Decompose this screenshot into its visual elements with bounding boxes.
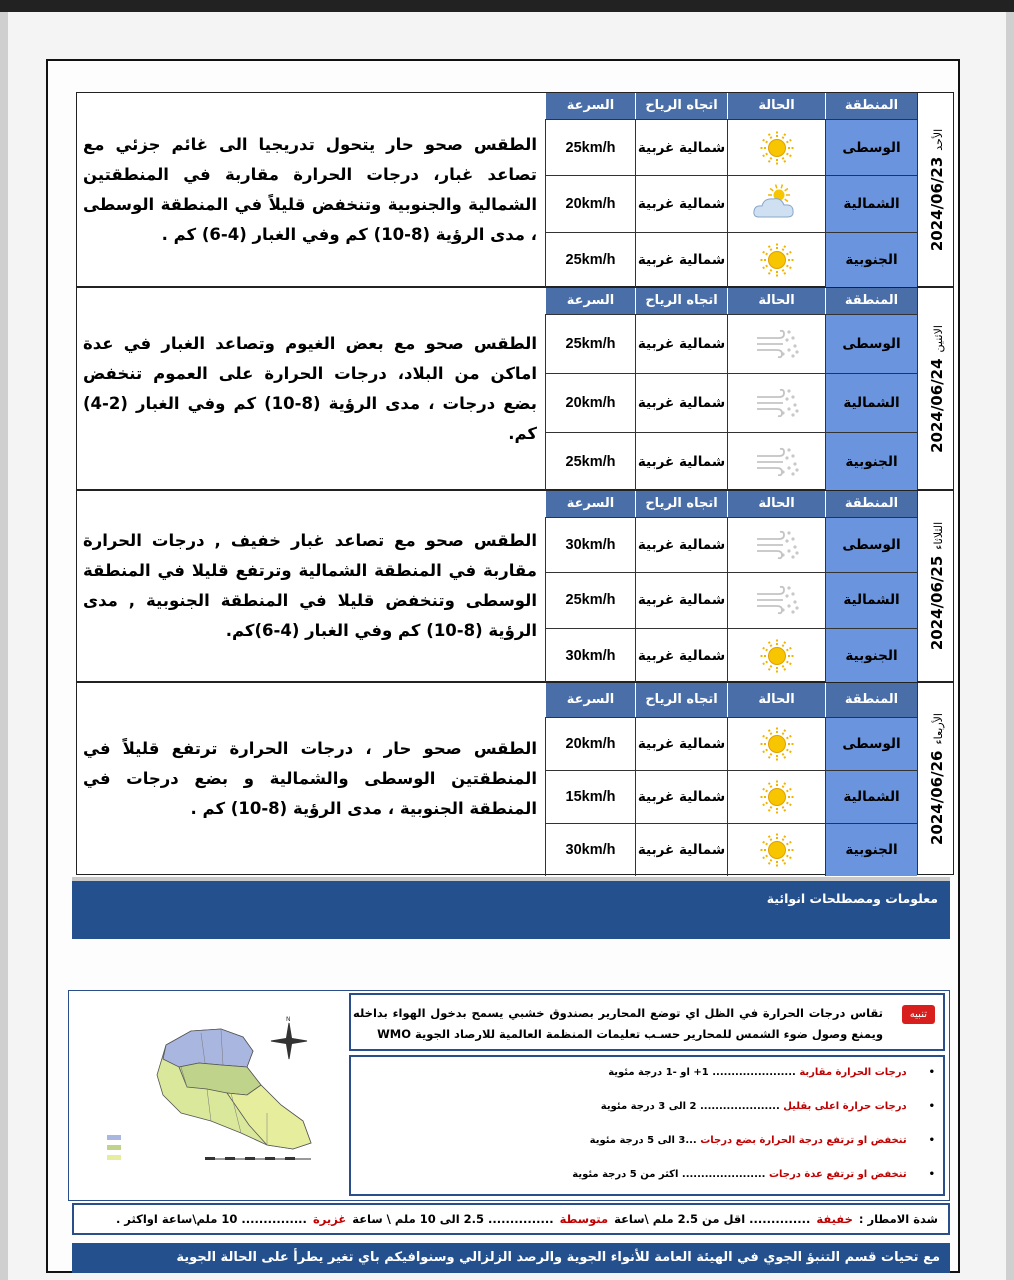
wind-direction: شمالية غربية xyxy=(635,518,727,572)
sun-icon xyxy=(727,771,825,823)
table-row xyxy=(545,175,917,231)
dust-icon xyxy=(727,518,825,572)
region-header: المنطقة xyxy=(825,683,917,717)
region-header: المنطقة xyxy=(825,288,917,314)
table-row xyxy=(545,517,917,572)
iraq-map xyxy=(71,993,343,1196)
day-forecast-1 xyxy=(76,92,954,287)
term-label: درجات حرارة اعلى بقليل xyxy=(783,1101,907,1112)
wind-direction: شمالية غربية xyxy=(635,120,727,175)
table-row xyxy=(545,572,917,627)
region-name: الجنوبية xyxy=(825,824,917,876)
forecast-text: الطقس صحو مع تصاعد غبار خفيف , درجات الحرارة مقاربة في المنطقة الشمالية وترتفع قليلا في المنطقة الوسطى وتنخفض قليلا في المنطقة الجنوبية , مدى الرؤية (8-10) كم وفي الغبار (4-6)كم. xyxy=(83,531,537,640)
wind-speed: 25km/h xyxy=(545,573,635,627)
wind-speed: 25km/h xyxy=(545,120,635,175)
wind-speed: 25km/h xyxy=(545,233,635,288)
wind-direction-header: اتجاه الرياح xyxy=(635,93,727,119)
forecast-date: 2024/06/24 xyxy=(927,357,946,453)
forecast-table xyxy=(545,93,917,286)
date-column xyxy=(917,491,955,681)
forecast-description xyxy=(77,491,543,681)
wind-direction: شمالية غربية xyxy=(635,433,727,491)
note-box xyxy=(349,993,945,1051)
table-header xyxy=(545,491,917,517)
wind-direction: شمالية غربية xyxy=(635,374,727,432)
region-name: الشمالية xyxy=(825,771,917,823)
forecast-description xyxy=(77,93,543,286)
day-forecast-4 xyxy=(76,682,954,875)
wind-speed: 30km/h xyxy=(545,824,635,876)
wind-speed: 25km/h xyxy=(545,315,635,373)
dust-icon xyxy=(727,433,825,491)
rain-label: شدة الامطار : xyxy=(858,1212,938,1226)
sun-icon xyxy=(727,120,825,175)
rain-moderate-value: ............... 2.5 الى 10 ملم \ ساعة xyxy=(352,1212,554,1226)
dust-icon xyxy=(727,573,825,627)
day-forecast-3 xyxy=(76,490,954,682)
rain-moderate: متوسطة xyxy=(559,1212,609,1226)
wind-direction-header: اتجاه الرياح xyxy=(635,683,727,717)
info-title: معلومات ومصطلحات انوائية xyxy=(766,891,938,906)
partly-cloudy-icon xyxy=(727,176,825,231)
sun-icon xyxy=(727,233,825,288)
wind-direction: شمالية غربية xyxy=(635,629,727,683)
forecast-date: 2024/06/23 xyxy=(927,156,946,251)
region-name: الوسطى xyxy=(825,718,917,770)
rain-intensity-bar xyxy=(72,1203,950,1235)
term-label: تنخفض او ترتفع عدة درجات xyxy=(768,1169,907,1180)
wind-speed: 15km/h xyxy=(545,771,635,823)
rain-light: خفيفة xyxy=(816,1212,853,1226)
table-row xyxy=(545,628,917,683)
forecast-table xyxy=(545,491,917,681)
forecast-date: 2024/06/25 xyxy=(927,555,946,651)
svg-text:N: N xyxy=(286,1016,291,1023)
speed-header: السرعة xyxy=(545,288,635,314)
table-row xyxy=(545,119,917,175)
region-name: الوسطى xyxy=(825,518,917,572)
info-panel xyxy=(68,990,950,1201)
region-header: المنطقة xyxy=(825,93,917,119)
forecast-text: الطقس صحو حار ، درجات الحرارة ترتفع قليلاً في المنطقتين الوسطى والشمالية و بضع درجات في المنطقة الجنوبية ، مدى الرؤية (8-10) كم . xyxy=(83,738,537,818)
wind-speed: 20km/h xyxy=(545,374,635,432)
wind-direction-header: اتجاه الرياح xyxy=(635,288,727,314)
table-row xyxy=(545,717,917,770)
table-row xyxy=(545,770,917,823)
wind-direction: شمالية غربية xyxy=(635,824,727,876)
wind-speed: 20km/h xyxy=(545,176,635,231)
forecast-table xyxy=(545,288,917,489)
table-header xyxy=(545,683,917,717)
note-text: تقاس درجات الحرارة في الظل اي توضع المحارير بصندوق خشبي يسمح بدخول الهواء بداخله ويمنع وصول ضوء الشمس للمحارير حسـب تعليمات المنظمة العالمية للارصاد الجوية WMO xyxy=(353,1006,883,1041)
forecast-text: الطقس صحو حار يتحول تدريجيا الى غائم جزئي مع تصاعد غبار، درجات الحرارة مقاربة في المنطقتين الشمالية والجنوبية وتنخفض قليلاً في المنطقة الوسطى ، مدى الرؤية (8-10) كم وفي الغبار (4-6) كم . xyxy=(83,134,537,244)
dust-icon xyxy=(727,315,825,373)
wind-direction: شمالية غربية xyxy=(635,573,727,627)
dust-icon xyxy=(727,374,825,432)
warning-badge: تنبيه xyxy=(902,1005,935,1024)
forecast-text: الطقس صحو مع بعض الغيوم وتصاعد الغبار في عدة اماكن من البلاد، درجات الحرارة على العموم تنخفض بضع درجات ، مدى الرؤية (8-10) كم وفي الغبار (2-4) كم. xyxy=(83,333,537,443)
table-row xyxy=(545,373,917,432)
term-item: •درجات الحرارة مقاربة ...................... 1+ او -1 درجة مئوية xyxy=(608,1067,935,1078)
region-header: المنطقة xyxy=(825,491,917,517)
term-label: تنخفض او ترتفع درجة الحرارة بضع درجات xyxy=(700,1135,907,1146)
day-name: الاثنين xyxy=(931,324,945,352)
forecast-description xyxy=(77,288,543,489)
state-header: الحالة xyxy=(727,93,825,119)
speed-header: السرعة xyxy=(545,491,635,517)
table-row xyxy=(545,823,917,876)
region-name: الوسطى xyxy=(825,315,917,373)
table-header xyxy=(545,288,917,314)
term-value: ...3 الى 5 درجة مئوية xyxy=(589,1135,697,1146)
table-header xyxy=(545,93,917,119)
rain-heavy-value: ............... 10 ملم\ساعة اواكثر . xyxy=(115,1212,307,1226)
forecast-date: 2024/06/26 xyxy=(927,750,946,845)
term-value: ...................... اكثر من 5 درجة مئوية xyxy=(572,1169,766,1180)
state-header: الحالة xyxy=(727,491,825,517)
date-column xyxy=(917,93,955,286)
wind-speed: 30km/h xyxy=(545,518,635,572)
wind-direction: شمالية غربية xyxy=(635,771,727,823)
wind-speed: 20km/h xyxy=(545,718,635,770)
forecast-table xyxy=(545,683,917,874)
date-column xyxy=(917,683,955,874)
day-name: الأحد xyxy=(931,128,945,151)
state-header: الحالة xyxy=(727,288,825,314)
wind-speed: 25km/h xyxy=(545,433,635,491)
wind-speed: 30km/h xyxy=(545,629,635,683)
forecast-description xyxy=(77,683,543,874)
region-name: الجنوبية xyxy=(825,233,917,288)
day-name: الأربعاء xyxy=(931,712,945,745)
speed-header: السرعة xyxy=(545,683,635,717)
wind-direction: شمالية غربية xyxy=(635,176,727,231)
wind-direction: شمالية غربية xyxy=(635,233,727,288)
table-row xyxy=(545,432,917,491)
sun-icon xyxy=(727,718,825,770)
wind-direction-header: اتجاه الرياح xyxy=(635,491,727,517)
region-name: الجنوبية xyxy=(825,629,917,683)
rain-light-value: .............. اقل من 2.5 ملم \ساعة xyxy=(614,1212,811,1226)
term-value: ..................... 2 الى 3 درجة مئوية xyxy=(600,1101,780,1112)
day-forecast-2 xyxy=(76,287,954,490)
term-item: •درجات حرارة اعلى بقليل ..................... 2 الى 3 درجة مئوية xyxy=(600,1101,935,1112)
region-name: الشمالية xyxy=(825,374,917,432)
term-item: •تنخفض او ترتفع درجة الحرارة بضع درجات ...3 الى 5 درجة مئوية xyxy=(589,1135,935,1146)
region-name: الجنوبية xyxy=(825,433,917,491)
sun-icon xyxy=(727,824,825,876)
table-row xyxy=(545,314,917,373)
state-header: الحالة xyxy=(727,683,825,717)
sun-icon xyxy=(727,629,825,683)
rain-heavy: غزيرة xyxy=(312,1212,347,1226)
footer-bar xyxy=(72,1243,950,1273)
term-value: ...................... 1+ او -1 درجة مئوية xyxy=(608,1067,796,1078)
date-column xyxy=(917,288,955,489)
term-item: •تنخفض او ترتفع عدة درجات ...................... اكثر من 5 درجة مئوية xyxy=(572,1169,935,1180)
info-title-bar xyxy=(72,877,950,939)
term-label: درجات الحرارة مقاربة xyxy=(799,1067,907,1078)
footer-text: مع تحيات قسم التنبؤ الجوي في الهيئة العامة للأنواء الجوية والرصد الزلزالي وسنوافيكم باي تغير يطرأ على الحالة الجوية xyxy=(176,1250,940,1265)
speed-header: السرعة xyxy=(545,93,635,119)
table-row xyxy=(545,232,917,288)
day-name: الثلاثاء xyxy=(931,521,945,550)
region-name: الشمالية xyxy=(825,573,917,627)
top-edge xyxy=(0,0,1014,12)
region-name: الشمالية xyxy=(825,176,917,231)
wind-direction: شمالية غربية xyxy=(635,718,727,770)
wind-direction: شمالية غربية xyxy=(635,315,727,373)
terms-box xyxy=(349,1055,945,1196)
region-name: الوسطى xyxy=(825,120,917,175)
